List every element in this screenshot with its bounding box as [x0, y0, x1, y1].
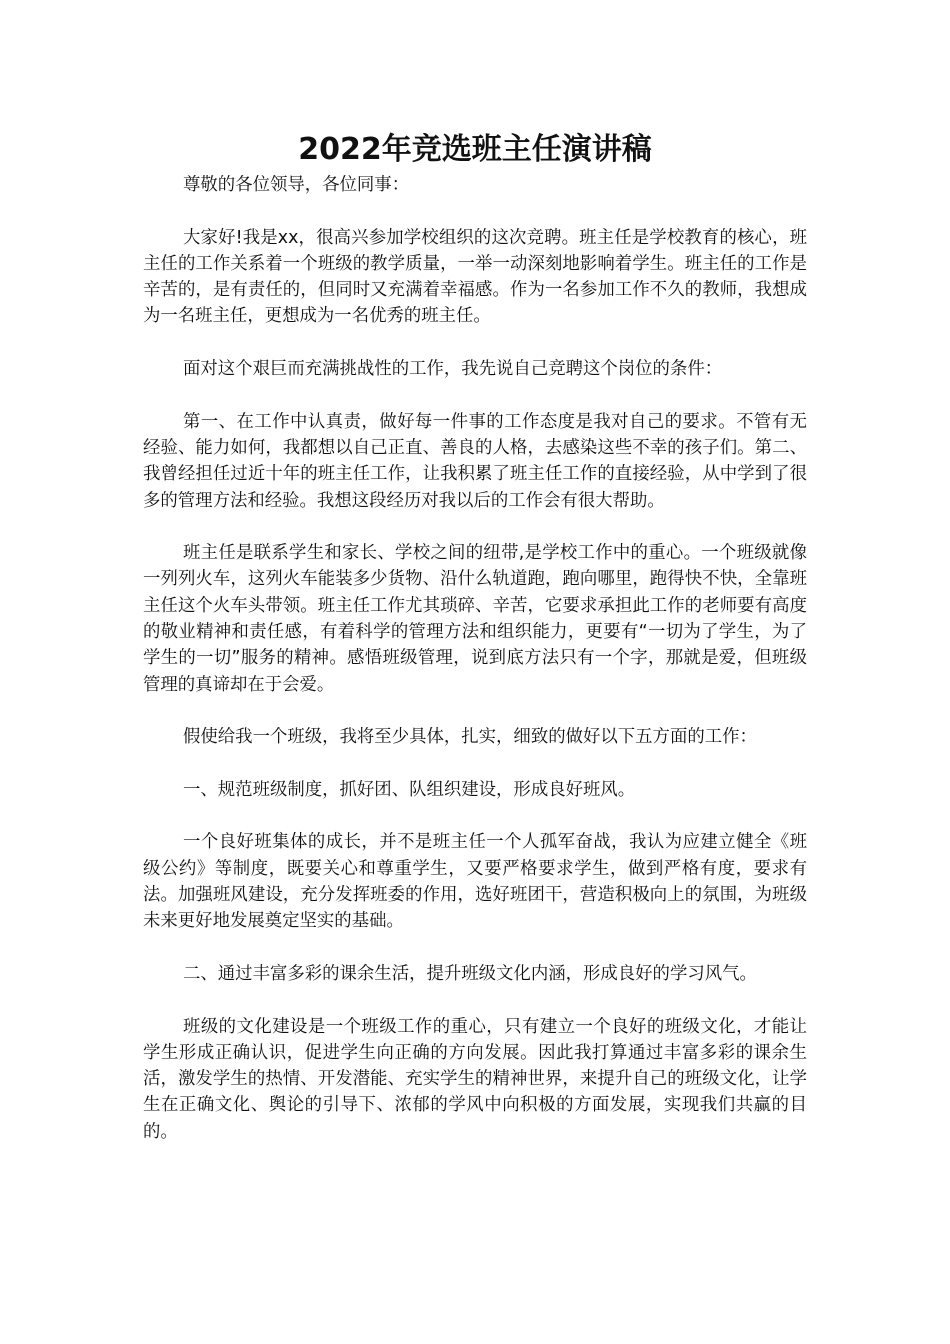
- paragraph-point-one: 一个良好班集体的成长，并不是班主任一个人孤军奋战，我认为应建立健全《班级公约》等制度，既要关心和尊重学生，又要严格要求学生，做到严格有度，要求有法。加强班风建设，充分发挥班委的作用，选好班团干，营造积极向上的氛围，为班级未来更好地发展奠定坚实的基础。: [143, 832, 807, 932]
- salutation: 尊敬的各位领导，各位同事：: [183, 175, 410, 195]
- paragraph-conditions-lead: 面对这个艰巨而充满挑战性的工作，我先说自己竞聘这个岗位的条件：: [183, 359, 723, 380]
- paragraph-role: 班主任是联系学生和家长、学校之间的纽带,是学校工作中的重心。一个班级就像一列列火车，这列火车能装多少货物、沿什么轨道跑，跑向哪里，跑得快不快，全靠班主任这个火车头带领。班主任工作尤其琐碎、辛苦，它要求承担此工作的老师要有高度的敬业精神和责任感，有着科学的管理方法和组织能力，更要有“一切为了学生，为了学生的一切”服务的精神。感悟班级管理，说到底方法只有一个字，那就是爱，但班级管理的真谛却在于会爱。: [143, 543, 807, 695]
- paragraph-point-two: 班级的文化建设是一个班级工作的重心，只有建立一个良好的班级文化，才能让学生形成正确认识，促进学生向正确的方向发展。因此我打算通过丰富多彩的课余生活，激发学生的热情、开发潜能、充实学生的精神世界，来提升自己的班级文化，让学生在正确文化、舆论的引导下、浓郁的学风中向积极的方面发展，实现我们共赢的目的。: [143, 1016, 807, 1142]
- paragraph-point-two-heading: 二、通过丰富多彩的课余生活，提升班级文化内涵，形成良好的学习风气。: [183, 963, 757, 984]
- paragraph-conditions: 第一、在工作中认真责，做好每一件事的工作态度是我对自己的要求。不管有无经验、能力如何，我都想以自己正直、善良的人格，去感染这些不幸的孩子们。第二、我曾经担任过近十年的班主任工作，让我积累了班主任工作的直接经验，从中学到了很多的管理方法和经验。我想这段经历对我以后的工作会有很大帮助。: [143, 411, 807, 511]
- paragraph-point-one-heading: 一、规范班级制度，抓好团、队组织建设，形成良好班风。: [183, 779, 636, 800]
- paragraph-plan-lead: 假使给我一个班级，我将至少具体，扎实，细致的做好以下五方面的工作：: [183, 727, 757, 748]
- document-title: 2022年竞选班主任演讲稿: [298, 132, 652, 167]
- paragraph-intro: 大家好!我是xx，很高兴参加学校组织的这次竞聘。班主任是学校教育的核心，班主任的工作关系着一个班级的教学质量，一举一动深刻地影响着学生。班主任的工作是辛苦的，是有责任的，但同时又充满着幸福感。作为一名参加工作不久的教师，我想成为一名班主任，更想成为一名优秀的班主任。: [143, 227, 807, 327]
- document-page: [143, 128, 807, 1171]
